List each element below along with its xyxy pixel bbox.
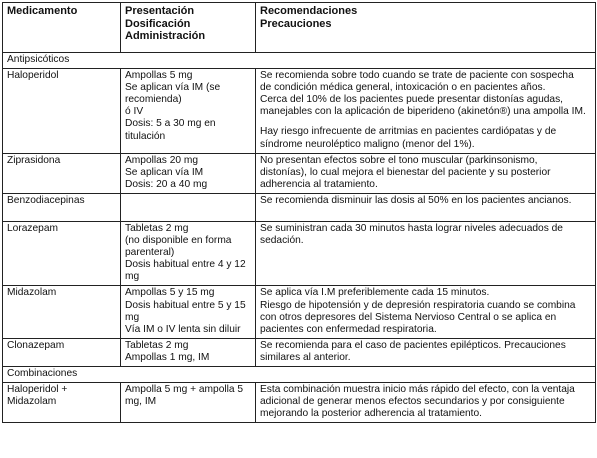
- text-line: mg: [125, 271, 140, 283]
- text-line: Dosis: 5 a 30 mg en: [125, 118, 216, 130]
- text-line: Se aplican vía IM: [125, 166, 204, 178]
- text-line: Cerca del 10% de los pacientes puede presentar distonías agudas,: [260, 94, 563, 106]
- drug-name: Clonazepam: [3, 338, 121, 366]
- section-note: Se recomienda disminuir las dosis al 50% en los pacientes ancianos.: [256, 193, 596, 221]
- text-line: Se suministran cada 30 minutos hasta lograr niveles adecuados de: [260, 222, 563, 234]
- medication-table: [2, 2, 596, 423]
- header-line: Administración: [125, 30, 206, 43]
- text-line: Tabletas 2 mg: [125, 339, 189, 351]
- text-line: Ampollas 5 y 15 mg: [125, 287, 215, 299]
- recommendation-cell: [256, 153, 596, 193]
- table-row: [3, 383, 596, 423]
- text-line: Se recomienda para el caso de pacientes epilépticos. Precauciones: [260, 339, 566, 351]
- text-line: mg, IM: [125, 396, 157, 408]
- table-row: [3, 286, 596, 338]
- section-row-combinaciones: [3, 366, 596, 382]
- text-line: mg: [125, 311, 140, 323]
- text-line: adherencia al tratamiento.: [260, 178, 378, 190]
- drug-name: Haloperidol: [3, 69, 121, 154]
- text-line: Vía IM o IV lenta sin diluir: [125, 323, 241, 335]
- text-line: Riesgo de hipotensión y de depresión respiratoria cuando se combina: [260, 299, 576, 311]
- text-line: Dosis: 20 a 40 mg: [125, 178, 208, 190]
- recommendation-cell: [256, 383, 596, 423]
- header-presentacion: [121, 3, 256, 53]
- table-row: [3, 338, 596, 366]
- text-line: de condición médica general, intoxicación o en pacientes años.: [260, 82, 546, 94]
- presentation-cell: [121, 69, 256, 154]
- table-row: [3, 69, 596, 154]
- presentation-cell: [121, 286, 256, 338]
- text-line: pacientes con enfermedad respiratoria.: [260, 323, 437, 335]
- text-line: Se aplican vía IM (se: [125, 82, 221, 94]
- section-label: Benzodiacepinas: [3, 193, 121, 221]
- header-medicamento: Medicamento: [3, 3, 121, 53]
- presentation-cell: [121, 338, 256, 366]
- section-label: Antipsicóticos: [3, 53, 596, 69]
- header-line: Dosificación: [125, 17, 191, 30]
- header-recomendaciones: [256, 3, 596, 53]
- text-line: recomienda): [125, 94, 182, 106]
- text-line: Esta combinación muestra inicio más rápido del efecto, con la ventaja: [260, 384, 575, 396]
- text-line: Se aplica vía I.M preferiblemente cada 15 minutos.: [260, 287, 490, 299]
- recommendation-cell: [256, 338, 596, 366]
- recommendation-cell: [256, 69, 596, 154]
- drug-name: Lorazepam: [3, 221, 121, 285]
- paragraph-gap: [260, 118, 591, 126]
- empty-cell: [121, 193, 256, 221]
- table-row: [3, 221, 596, 285]
- header-line: Presentación: [125, 5, 195, 17]
- text-line: Ampolla 5 mg + ampolla 5: [125, 384, 244, 396]
- table-header-row: [3, 3, 596, 53]
- text-line: mejorando la posterior adherencia al tratamiento.: [260, 408, 482, 420]
- text-line: Ampollas 1 mg, IM: [125, 351, 210, 363]
- section-label: Combinaciones: [3, 366, 596, 382]
- text-line: Hay riesgo infrecuente de arritmias en pacientes cardiópatas y de: [260, 126, 557, 138]
- text-line: síndrome neuroléptico maligno (menor del 1%).: [260, 138, 475, 150]
- presentation-cell: [121, 221, 256, 285]
- text-line: distonías), lo cual mejora el bienestar del paciente y su posterior: [260, 166, 551, 178]
- recommendation-cell: [256, 286, 596, 338]
- presentation-cell: [121, 383, 256, 423]
- section-row-benzodiacepinas: [3, 193, 596, 221]
- header-line: Recomendaciones: [260, 5, 358, 17]
- drug-name: Midazolam: [3, 286, 121, 338]
- table-row: [3, 153, 596, 193]
- text-line: ó IV: [125, 106, 144, 118]
- drug-name: Haloperidol + Midazolam: [3, 383, 121, 423]
- text-line: parenteral): [125, 247, 175, 259]
- text-line: titulación: [125, 130, 166, 142]
- text-line: No presentan efectos sobre el tono muscular (parkinsonismo,: [260, 154, 538, 166]
- drug-name: Ziprasidona: [3, 153, 121, 193]
- text-line: Ampollas 20 mg: [125, 154, 199, 166]
- text-line: Dosis habitual entre 5 y 15: [125, 299, 246, 311]
- text-line: Dosis habitual entre 4 y 12: [125, 259, 246, 271]
- text-line: (no disponible en forma: [125, 235, 232, 247]
- presentation-cell: [121, 153, 256, 193]
- recommendation-cell: [256, 221, 596, 285]
- text-line: adicional de generar menos efectos secundarios y por consiguiente: [260, 396, 565, 408]
- header-line: Precauciones: [260, 17, 332, 30]
- text-line: manejables con la aplicación de biperideno (akinetón®) una ampolla IM.: [260, 106, 586, 118]
- text-line: similares al anterior.: [260, 351, 351, 363]
- text-line: sedación.: [260, 235, 304, 247]
- text-line: Ampollas 5 mg: [125, 70, 193, 82]
- text-line: Tabletas 2 mg: [125, 222, 189, 234]
- text-line: Se recomienda sobre todo cuando se trate de paciente con sospecha: [260, 70, 574, 82]
- section-row-antipsicoticos: [3, 53, 596, 69]
- text-line: con otros depresores del Sistema Nervioso Central o se aplica en: [260, 311, 557, 323]
